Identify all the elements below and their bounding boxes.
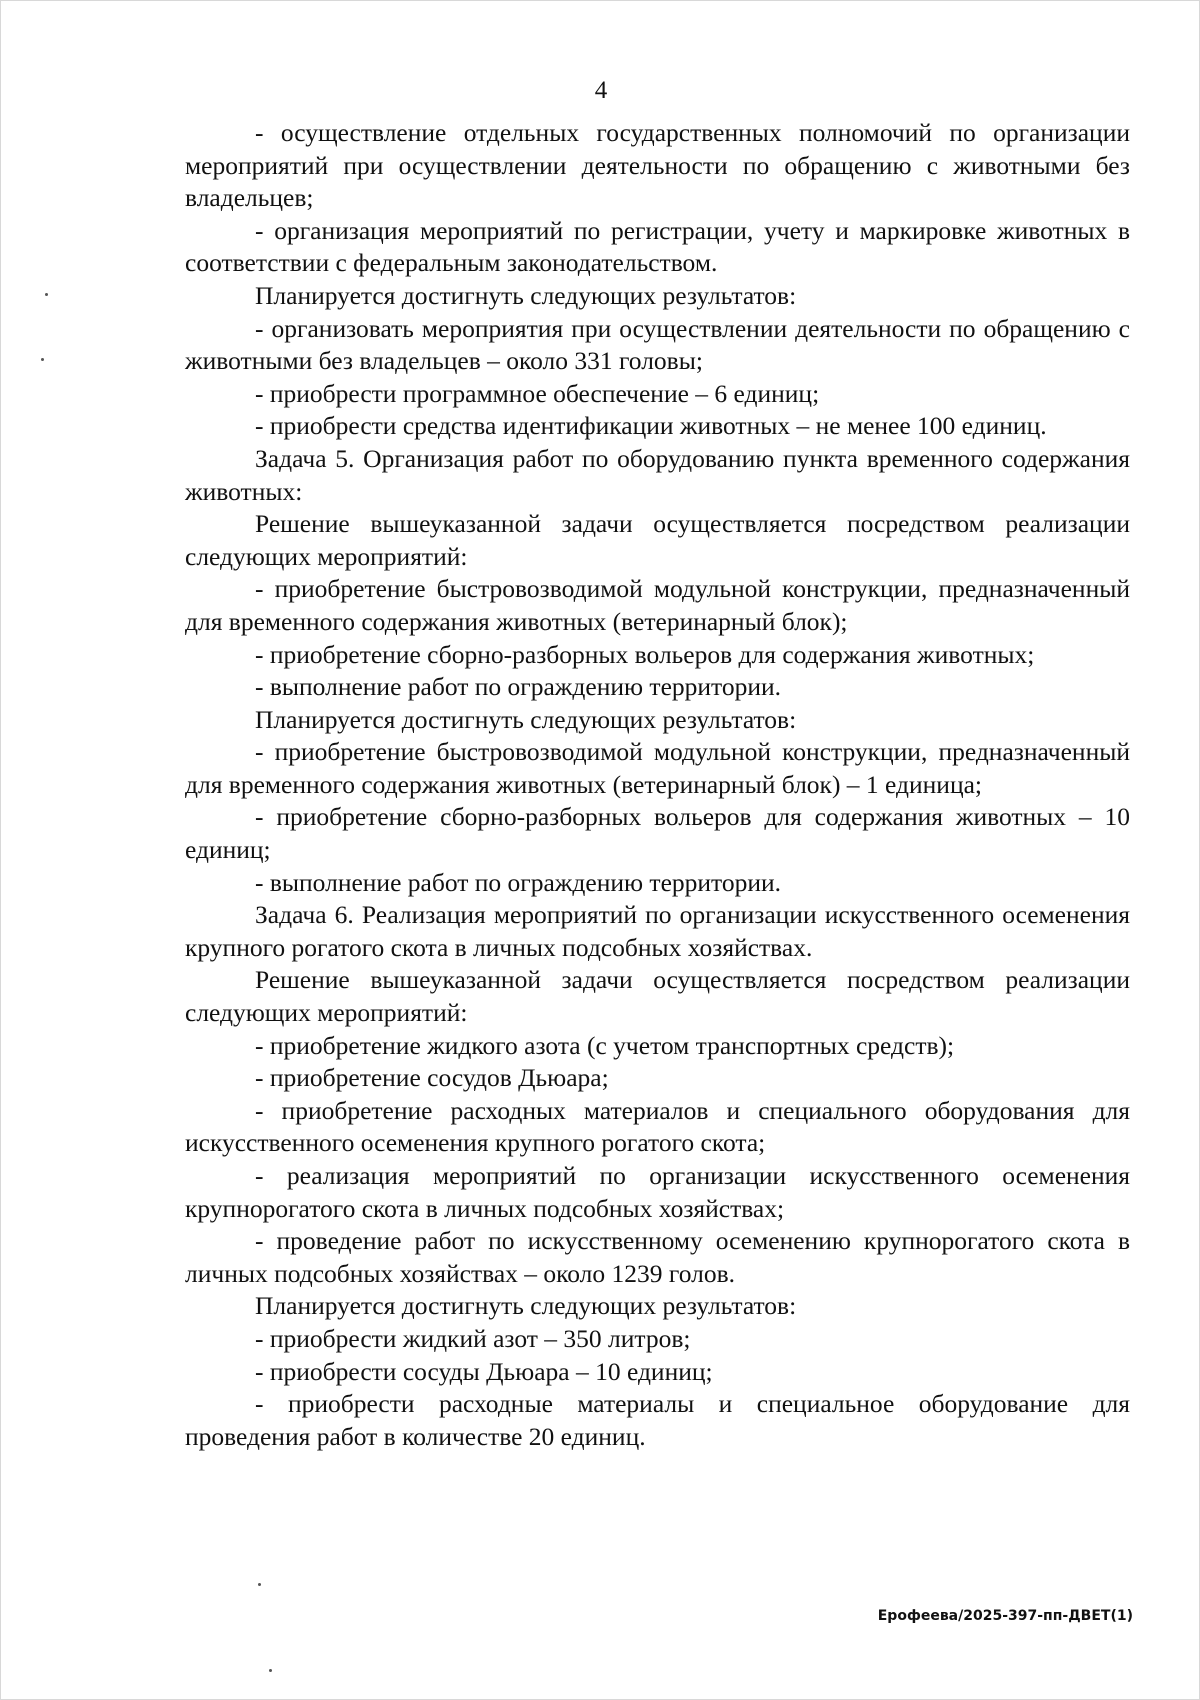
paragraph: - проведение работ по искусственному осеменению крупнорогатого скота в личных подсобных хозяйствах – около 1239 голов. bbox=[185, 1226, 1130, 1288]
document-body bbox=[185, 117, 1130, 1453]
paragraph: - организовать мероприятия при осуществлении деятельности по обращению с животными без владельцев – около 331 головы; bbox=[185, 313, 1130, 376]
paragraph: - приобрести программное обеспечение – 6 единиц; bbox=[255, 378, 820, 408]
paragraph: - приобретение быстровозводимой модульной конструкции, предназначенный для временного содержания животных (ветеринарный блок); bbox=[185, 574, 1130, 636]
paragraph: - приобрести средства идентификации животных – не менее 100 единиц. bbox=[255, 411, 1047, 441]
paragraph: - приобретение жидкого азота (с учетом транспортных средств); bbox=[255, 1030, 955, 1060]
paragraph: - выполнение работ по ограждению территории. bbox=[255, 867, 782, 897]
document-code-footer: Ерофеева/2025-397-пп-ДВЕТ(1) bbox=[877, 1608, 1133, 1624]
paragraph: - приобретение сборно-разборных вольеров для содержания животных – 10 единиц; bbox=[185, 802, 1130, 865]
paragraph: - реализация мероприятий по организации искусственного осеменения крупнорогатого скота в личных подсобных хозяйствах; bbox=[185, 1161, 1130, 1223]
paragraph: - приобрести сосуды Дьюара – 10 единиц; bbox=[255, 1356, 713, 1386]
scan-speck bbox=[41, 358, 44, 361]
paragraph: - приобретение сборно-разборных вольеров для содержания животных; bbox=[255, 639, 1035, 669]
paragraph: - приобретение расходных материалов и специального оборудования для искусственного осеменения крупного рогатого скота; bbox=[185, 1095, 1130, 1158]
paragraph: - приобрести расходные материалы и специальное оборудование для проведения работ в количестве 20 единиц. bbox=[185, 1389, 1130, 1451]
scan-speck bbox=[45, 293, 48, 296]
paragraph-task-heading: Задача 6. Реализация мероприятий по организации искусственного осеменения крупного рогатого скота в личных подсобных хозяйствах. bbox=[185, 900, 1130, 962]
paragraph: Планируется достигнуть следующих результатов: bbox=[255, 280, 797, 310]
page-number: 4 bbox=[594, 77, 608, 104]
scan-speck bbox=[269, 1669, 272, 1672]
paragraph: - приобрести жидкий азот – 350 литров; bbox=[255, 1323, 691, 1353]
scan-speck bbox=[258, 1583, 261, 1586]
paragraph: - организация мероприятий по регистрации, учету и маркировке животных в соответствии с федеральным законодательством. bbox=[185, 215, 1130, 278]
paragraph-task-heading: Задача 5. Организация работ по оборудованию пункта временного содержания животных: bbox=[185, 443, 1130, 506]
paragraph: Планируется достигнуть следующих результатов: bbox=[255, 1291, 797, 1321]
paragraph: - выполнение работ по ограждению территории. bbox=[255, 672, 782, 702]
paragraph: Решение вышеуказанной задачи осуществляется посредством реализации следующих мероприятий: bbox=[185, 965, 1130, 1028]
paragraph: Планируется достигнуть следующих результатов: bbox=[255, 704, 797, 734]
paragraph: - приобретение быстровозводимой модульной конструкции, предназначенный для временного содержания животных (ветеринарный блок) – 1 единица; bbox=[185, 737, 1130, 799]
paragraph: Решение вышеуказанной задачи осуществляется посредством реализации следующих мероприятий: bbox=[185, 509, 1130, 571]
paragraph: - осуществление отдельных государственных полномочий по организации мероприятий при осуществлении деятельности по обращению с животными без владельцев; bbox=[185, 118, 1130, 213]
paragraph: - приобретение сосудов Дьюара; bbox=[255, 1063, 609, 1093]
